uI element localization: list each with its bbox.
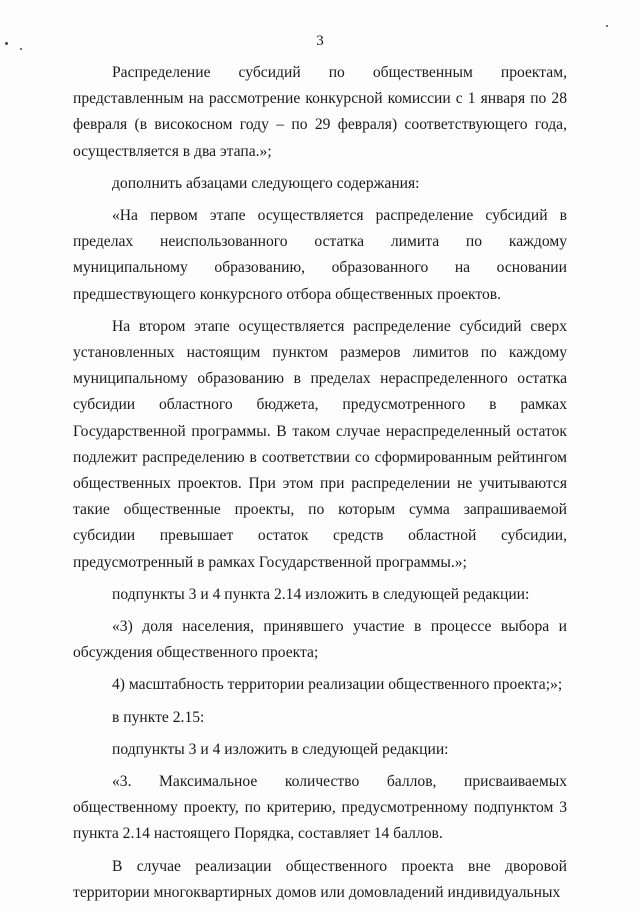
paragraph: На втором этапе осуществляется распределение субсидий сверх установленных настоящим пунктом размеров лимитов по каждому муниципальному образованию в пределах нераспределенного остатка субсидии областного бюджета, предусмотренного в рамках Государственной программы. В таком случае нераспределенный остаток подлежит распределению в соответствии со сформированным рейтингом общественных проектов. При этом при распределении не учитываются такие общественные проекты, по которым сумма запрашиваемой субсидии превышает остаток средств областной субсидии, предусмотренный в рамках Государственной программы.»; <box>73 317 567 571</box>
paragraph: В случае реализации общественного проекта вне дворовой территории многоквартирных домов или домовладений индивидуальных <box>73 857 567 901</box>
paragraph: подпункты 3 и 4 пункта 2.14 изложить в следующей редакции: <box>112 585 530 603</box>
page-number: 3 <box>316 33 324 49</box>
paragraph: «3) доля населения, принявшего участие в процессе выбора и обсуждения общественного проекта; <box>73 618 567 662</box>
paragraph: «3. Максимальное количество баллов, присваиваемых общественному проекту, по критерию, предусмотренному подпунктом 3 пункта 2.14 настоящего Порядка, составляет 14 баллов. <box>73 773 567 843</box>
paragraph: «На первом этапе осуществляется распределение субсидий в пределах неиспользованного остатка лимита по каждому муниципальному образованию, образованного на основании предшествующего конкурсного отбора общественных проектов. <box>73 207 567 303</box>
paragraph: дополнить абзацами следующего содержания: <box>112 174 420 192</box>
paragraph: 4) масштабность территории реализации общественного проекта;»; <box>112 676 563 694</box>
document-body <box>73 60 567 912</box>
paragraph: Распределение субсидий по общественным проектам, представленным на рассмотрение конкурсной комиссии с 1 января по 28 февраля (в високосном году – по 29 февраля) соответствующего года, осуществляется в два этапа.»; <box>73 64 567 160</box>
paragraph: подпункты 3 и 4 изложить в следующей редакции: <box>112 740 449 758</box>
scan-speck <box>606 25 608 27</box>
paragraph: в пункте 2.15: <box>112 708 205 726</box>
